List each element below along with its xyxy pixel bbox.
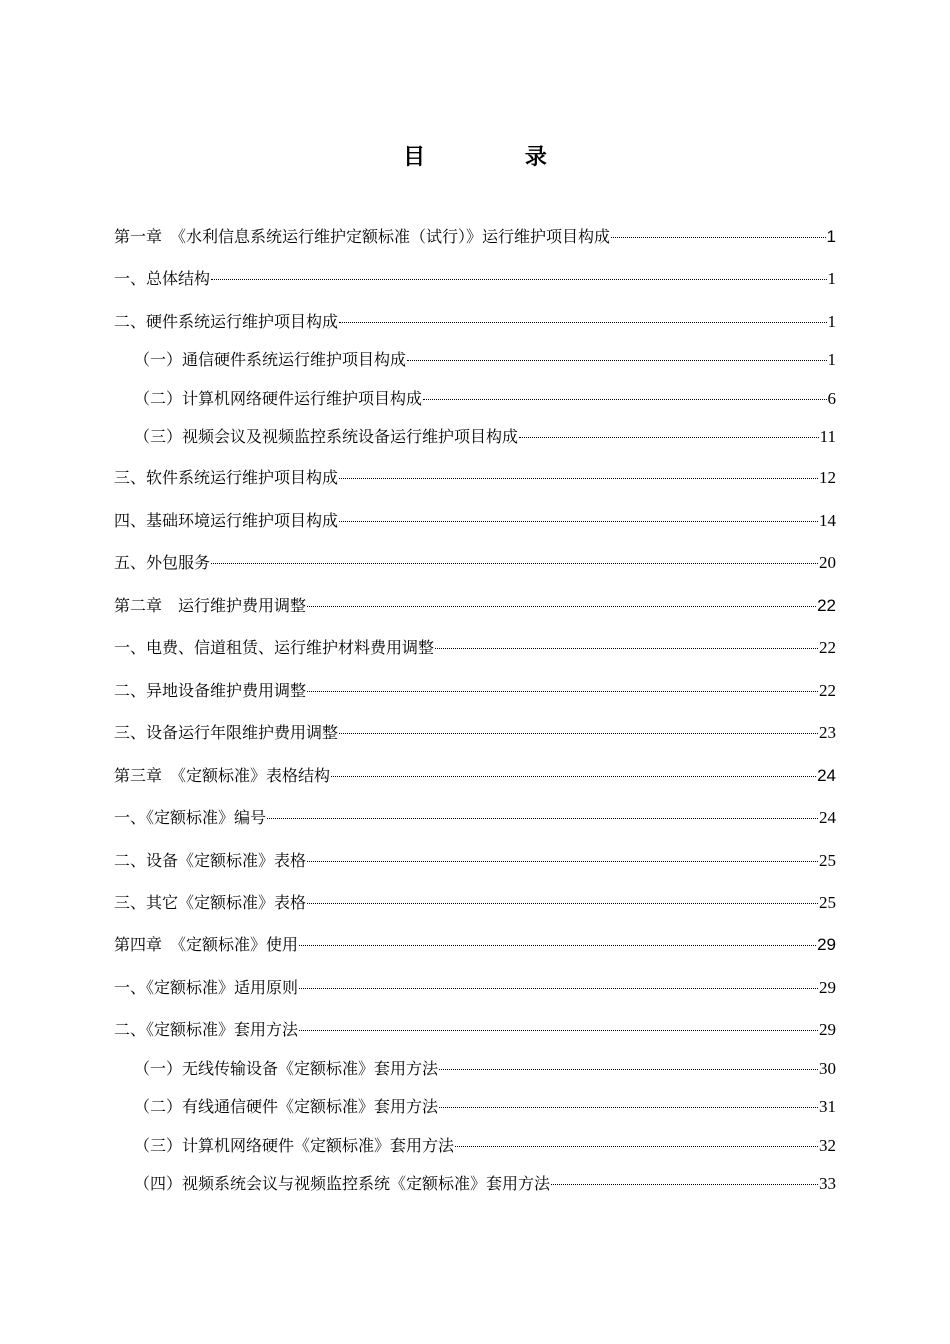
dot-leader (299, 944, 816, 946)
toc-page-number: 30 (819, 1059, 836, 1078)
dot-leader (307, 902, 818, 904)
toc-page-number: 25 (819, 893, 836, 912)
toc-entry[interactable] (114, 310, 836, 334)
dot-leader (519, 436, 819, 438)
dot-leader (339, 520, 818, 522)
toc-page-number: 31 (819, 1097, 836, 1116)
toc-entry[interactable] (114, 891, 836, 915)
toc-entry[interactable] (114, 551, 836, 575)
toc-entry-title: 一、《定额标准》编号 (114, 808, 267, 827)
toc-page-number: 32 (819, 1136, 836, 1155)
toc-page-number: 29 (819, 1020, 836, 1039)
toc-page-number: 25 (819, 851, 836, 870)
toc-chapter-entry[interactable] (114, 764, 836, 788)
dot-leader (435, 647, 818, 649)
toc-entry-title: 五、外包服务 (114, 553, 211, 572)
toc-entry-title: （一）无线传输设备《定额标准》套用方法 (134, 1059, 439, 1078)
toc-entry[interactable] (114, 267, 836, 291)
toc-entry-title: 四、基础环境运行维护项目构成 (114, 511, 339, 530)
dot-leader (211, 278, 826, 280)
toc-entry[interactable] (114, 679, 836, 703)
toc-entry-title: 二、《定额标准》套用方法 (114, 1020, 299, 1039)
toc-page-number: 1 (827, 350, 836, 369)
toc-entry[interactable] (114, 976, 836, 1000)
toc-entry-title: 三、软件系统运行维护项目构成 (114, 468, 339, 487)
toc-page-number: 11 (819, 427, 836, 446)
toc-entry[interactable] (114, 509, 836, 533)
toc-page-number: 1 (827, 312, 836, 331)
toc-entry-title: 三、其它《定额标准》表格 (114, 893, 307, 912)
toc-entry-title: 一、总体结构 (114, 269, 211, 288)
toc-page-number: 24 (817, 766, 836, 785)
dot-leader (299, 1029, 818, 1031)
toc-page-number: 20 (819, 553, 836, 572)
dot-leader (611, 236, 826, 238)
dot-leader (455, 1145, 818, 1147)
toc-entry-title: 三、设备运行年限维护费用调整 (114, 723, 339, 742)
toc-entry[interactable] (114, 721, 836, 745)
toc-entry-title: 二、异地设备维护费用调整 (114, 681, 307, 700)
toc-page-number: 23 (819, 723, 836, 742)
toc-entry-title: 一、电费、信道租赁、运行维护材料费用调整 (114, 638, 435, 657)
toc-page-number: 29 (819, 978, 836, 997)
toc-page-number: 6 (827, 389, 836, 408)
dot-leader (307, 605, 816, 607)
toc-chapter-entry[interactable] (114, 225, 836, 249)
dot-leader (267, 817, 818, 819)
toc-entry-title: 第四章 《定额标准》使用 (114, 935, 299, 954)
dot-leader (339, 732, 818, 734)
toc-chapter-entry[interactable] (114, 933, 836, 957)
dot-leader (331, 775, 816, 777)
toc-entry-title: （三）视频会议及视频监控系统设备运行维护项目构成 (134, 427, 519, 446)
toc-entry[interactable] (134, 425, 836, 449)
toc-page-number: 22 (817, 596, 836, 615)
dot-leader (299, 987, 818, 989)
dot-leader (551, 1183, 818, 1185)
toc-entry[interactable] (134, 1134, 836, 1158)
toc-entry[interactable] (134, 387, 836, 411)
toc-entry[interactable] (114, 806, 836, 830)
toc-entry-title: 一、《定额标准》适用原则 (114, 978, 299, 997)
toc-entry-title: 第二章 运行维护费用调整 (114, 596, 307, 615)
toc-entry[interactable] (114, 466, 836, 490)
dot-leader (339, 321, 826, 323)
toc-page-number: 24 (819, 808, 836, 827)
toc-page-number: 29 (817, 935, 836, 954)
toc-entry-title: （一）通信硬件系统运行维护项目构成 (134, 350, 407, 369)
dot-leader (339, 477, 818, 479)
dot-leader (439, 1106, 818, 1108)
toc-page-number: 1 (827, 269, 836, 288)
toc-entry-title: 二、设备《定额标准》表格 (114, 851, 307, 870)
toc-page-number: 22 (819, 638, 836, 657)
toc-page-number: 12 (819, 468, 836, 487)
toc-entry-title: （四）视频系统会议与视频监控系统《定额标准》套用方法 (134, 1174, 551, 1193)
toc-entry[interactable] (114, 1018, 836, 1042)
toc-entry[interactable] (134, 1057, 836, 1081)
toc-entry-title: 二、硬件系统运行维护项目构成 (114, 312, 339, 331)
dot-leader (307, 690, 818, 692)
toc-entry[interactable] (114, 636, 836, 660)
toc-entry-title: 第三章 《定额标准》表格结构 (114, 766, 331, 785)
toc-entry-title: （二）有线通信硬件《定额标准》套用方法 (134, 1097, 439, 1116)
toc-entry[interactable] (114, 849, 836, 873)
dot-leader (211, 562, 818, 564)
toc-page-number: 1 (826, 227, 836, 246)
toc-page-number: 33 (819, 1174, 836, 1193)
toc-entry-title: （三）计算机网络硬件《定额标准》套用方法 (134, 1136, 455, 1155)
toc-page-number: 22 (819, 681, 836, 700)
toc-chapter-entry[interactable] (114, 594, 836, 618)
toc-entry-title: 第一章 《水利信息系统运行维护定额标准（试行）》运行维护项目构成 (114, 227, 611, 246)
toc-entry[interactable] (134, 1172, 836, 1196)
dot-leader (407, 359, 826, 361)
toc-entry[interactable] (134, 348, 836, 372)
toc-page-number: 14 (819, 511, 836, 530)
toc-entry[interactable] (134, 1095, 836, 1119)
dot-leader (423, 398, 826, 400)
toc-entry-title: （二）计算机网络硬件运行维护项目构成 (134, 389, 423, 408)
dot-leader (439, 1068, 818, 1070)
page-title: 目 录 (403, 145, 593, 170)
dot-leader (307, 860, 818, 862)
